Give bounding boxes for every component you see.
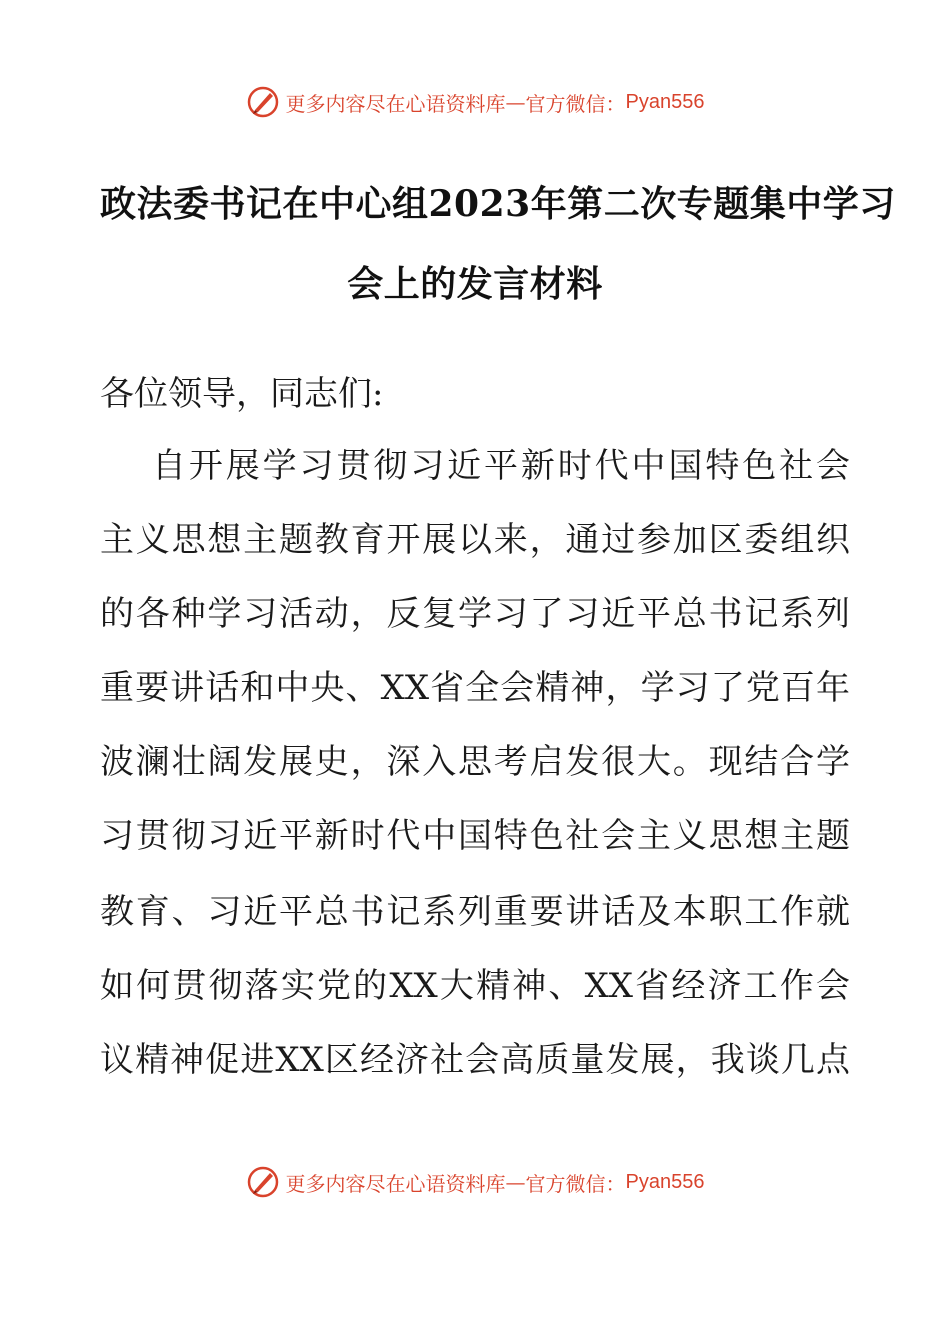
body-line: 议精神促进XX区经济社会高质量发展，我谈几点 <box>100 1040 850 1080</box>
banner-brand-text: 更多内容尽在心语资料库 <box>285 1171 506 1196</box>
banner-wechat-id: Pyan556 <box>625 90 705 113</box>
body-line: 主义思想主题教育开展以来，通过参加区委组织 <box>100 520 850 560</box>
footer-banner <box>0 1162 950 1202</box>
banner-wechat-label: 官方微信： <box>525 91 626 116</box>
banner-separator: — <box>505 90 526 114</box>
body-line: 习贯彻习近平新时代中国特色社会主义思想主题 <box>100 816 850 856</box>
body-line: 重要讲话和中央、XX省全会精神，学习了党百年 <box>100 668 850 708</box>
banner-wechat-label: 官方微信： <box>525 1171 626 1196</box>
banner-separator: — <box>505 1170 526 1194</box>
pen-logo-icon <box>246 1165 280 1199</box>
salutation: 各位领导，同志们: <box>100 374 384 414</box>
document-title-line-2: 会上的发言材料 <box>347 263 603 305</box>
body-line: 教育、习近平总书记系列重要讲话及本职工作就 <box>100 892 850 932</box>
header-banner <box>0 82 950 122</box>
banner-wechat-id: Pyan556 <box>625 1170 705 1193</box>
body-line: 的各种学习活动，反复学习了习近平总书记系列 <box>100 594 850 634</box>
banner-brand-text: 更多内容尽在心语资料库 <box>285 91 506 116</box>
pen-logo-icon <box>246 85 280 119</box>
body-line: 如何贯彻落实党的XX大精神、XX省经济工作会 <box>100 966 850 1006</box>
document-title-line-1: 政法委书记在中心组2023年第二次专题集中学习 <box>100 183 896 225</box>
body-line: 自开展学习贯彻习近平新时代中国特色社会 <box>152 446 850 486</box>
body-line: 波澜壮阔发展史，深入思考启发很大。现结合学 <box>100 742 850 782</box>
